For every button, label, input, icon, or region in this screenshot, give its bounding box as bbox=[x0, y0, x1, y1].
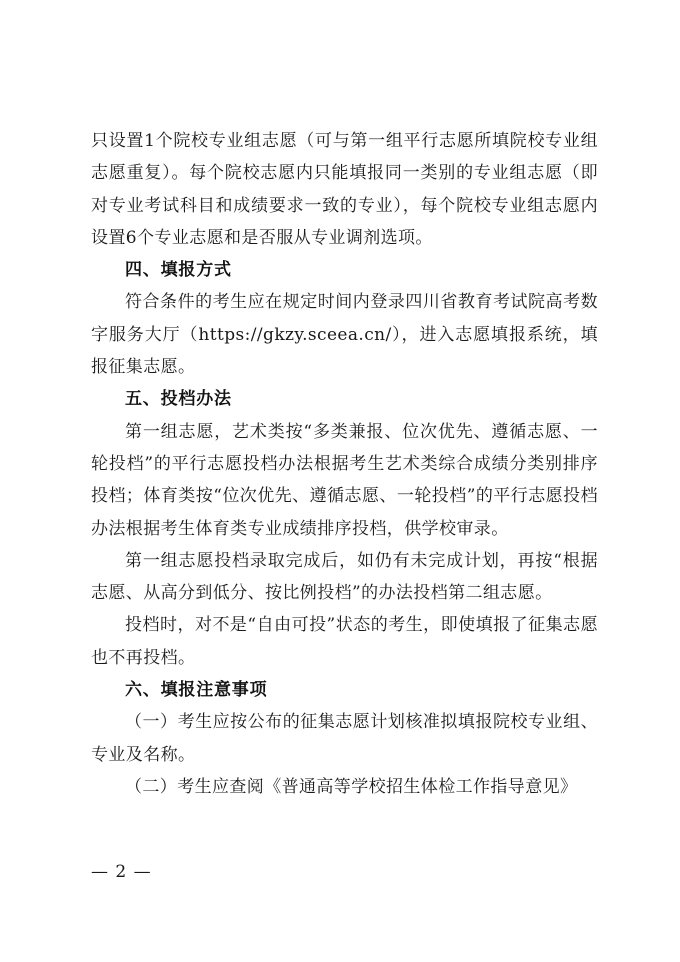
paragraph-precaution-2: （二）考生应查阅《普通高等学校招生体检工作指导意见》 bbox=[125, 776, 578, 797]
page-number: — 2 — bbox=[91, 862, 152, 882]
paragraph-continuation: 只设置1个院校专业组志愿（可与第一组平行志愿所填院校专业组志愿重复）。每个院校志愿内只能填报同一类别的专业组志愿（即对专业考试科目和成绩要求一致的专业），每个院校专业组志愿内设置6个专业志愿和是否服从专业调剂选项。 bbox=[91, 131, 598, 248]
paragraph-precaution-1: （一）考生应按公布的征集志愿计划核准拟填报院校专业组、专业及名称。 bbox=[91, 712, 598, 765]
paragraph-second-group-filing: 第一组志愿投档录取完成后，如仍有未完成计划，再按“根据志愿、从高分到低分、按比例投档”的办法投档第二组志愿。 bbox=[91, 550, 598, 604]
paragraph-submission-method: 符合条件的考生应在规定时间内登录四川省教育考试院高考数字服务大厅（https://gkzy.sceea.cn/），进入志愿填报系统，填报征集志愿。 bbox=[91, 292, 598, 378]
section-heading-precautions: 六、填报注意事项 bbox=[125, 680, 268, 701]
section-heading-filing-method: 五、投档办法 bbox=[125, 389, 232, 410]
document-body bbox=[91, 125, 598, 803]
paragraph-filing-status-rule: 投档时，对不是“自由可投”状态的考生，即使填报了征集志愿也不再投档。 bbox=[91, 615, 598, 668]
paragraph-first-group-filing: 第一组志愿，艺术类按“多类兼报、位次优先、遵循志愿、一轮投档”的平行志愿投档办法根据考生艺术类综合成绩分类别排序投档；体育类按“位次优先、遵循志愿、一轮投档”的平行志愿投档办法根据考生体育类专业成绩排序投档，供学校审录。 bbox=[91, 421, 598, 539]
section-heading-submission-method: 四、填报方式 bbox=[125, 260, 232, 281]
